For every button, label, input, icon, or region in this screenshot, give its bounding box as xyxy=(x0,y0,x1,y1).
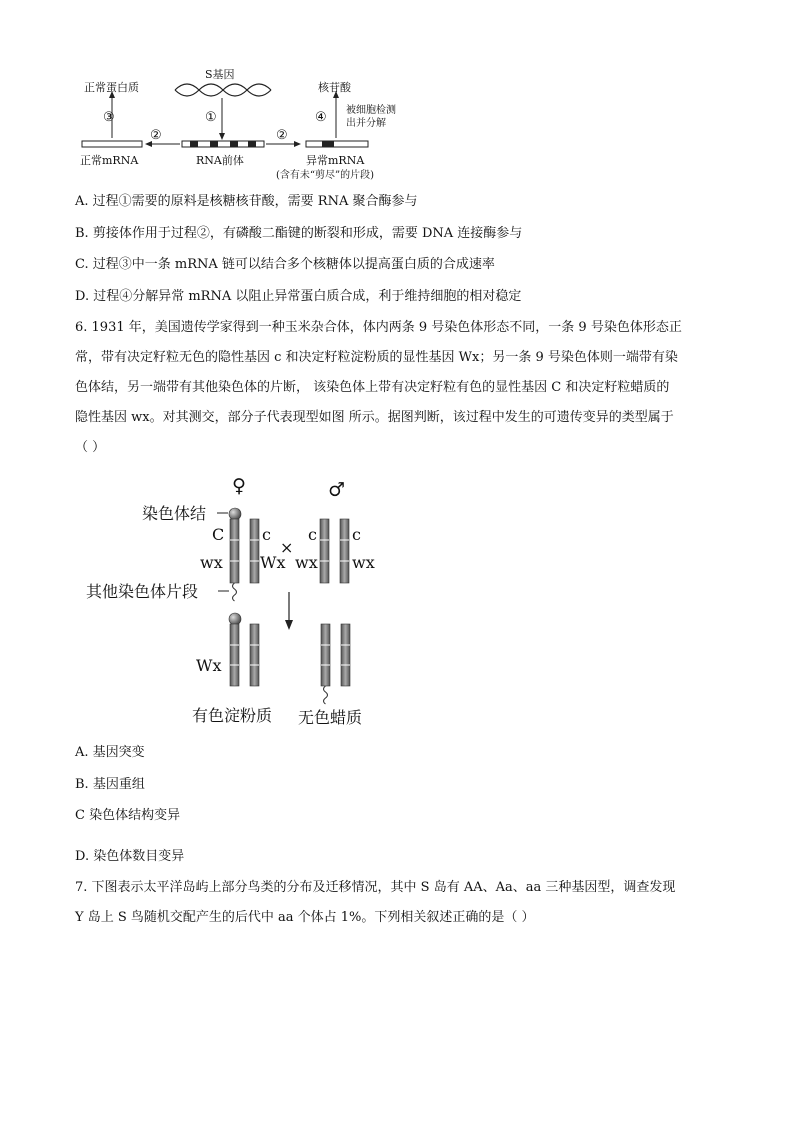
male-chromosome-1 xyxy=(320,519,329,583)
gene-C-label: C xyxy=(212,525,225,544)
gene-label: S基因 xyxy=(205,68,235,81)
abnormal-mrna-bar xyxy=(306,141,368,147)
q7-stem xyxy=(75,873,720,933)
step-3-label: ③ xyxy=(103,110,115,125)
q5-option-b: B. 剪接体作用于过程②，有磷酸二酯键的断裂和形成，需要 DNA 连接酶参与 xyxy=(75,226,523,241)
female-symbol: ♀ xyxy=(232,475,246,497)
cell-detect-label-1: 被细胞检测 xyxy=(346,105,396,116)
q5-option-a: A. 过程①需要的原料是核糖核苷酸，需要 RNA 聚合酶参与 xyxy=(75,194,418,209)
offspring-1-chromosome-1 xyxy=(229,613,241,686)
gene-c-label: c xyxy=(352,525,361,544)
normal-protein-label: 正常蛋白质 xyxy=(84,81,139,94)
q7-line: 7. 下图表示太平洋岛屿上部分鸟类的分布及迁移情况，其中 S 岛有 AA、Aa、aa 三种基因型，调查发现 xyxy=(75,880,676,895)
offspring-1-label: 有色淀粉质 xyxy=(192,706,273,725)
abnormal-note-label: (含有未“剪尽”的片段) xyxy=(276,170,375,181)
gene-c-label: c xyxy=(308,525,317,544)
gene-wx-label: wx xyxy=(200,553,223,572)
nucleotide-label: 核苷酸 xyxy=(318,81,351,94)
cell-detect-label-2: 出并分解 xyxy=(346,118,386,129)
q6-option-a: A. 基因突变 xyxy=(75,745,145,760)
q6-line: 色体结，另一端带有其他染色体的片断， 该染色体上带有决定籽粒有色的显性基因 C 和决定籽粒蜡质的 xyxy=(75,380,670,395)
q6-line: （ ） xyxy=(75,440,106,455)
gene-wx-label: wx xyxy=(352,553,375,572)
q5-option-d: D. 过程④分解异常 mRNA 以阻止异常蛋白质合成，利于维持细胞的相对稳定 xyxy=(75,289,522,304)
q6-option-b: B. 基因重组 xyxy=(75,777,145,792)
step-1-label: ① xyxy=(205,110,217,125)
chromosome-diagram-graphics xyxy=(80,475,400,735)
step-2-left-label: ② xyxy=(150,128,162,143)
female-chromosome-2 xyxy=(250,519,259,583)
offspring-2-label: 无色蜡质 xyxy=(298,708,363,727)
q6-stem xyxy=(75,313,720,463)
gene-Wx-label: Wx xyxy=(196,656,222,675)
normal-mrna-bar xyxy=(82,141,142,147)
fragment-label: 其他染色体片段 xyxy=(86,582,199,601)
offspring-2-chromosome-2 xyxy=(341,624,350,686)
male-symbol: ♂ xyxy=(328,479,346,501)
cross-symbol: × xyxy=(280,538,294,557)
q6-line: 常，带有决定籽粒无色的隐性基因 c 和决定籽粒淀粉质的显性基因 Wx；另一条 9 号染色体则一端带有染 xyxy=(75,350,678,365)
gene-Wx-label: Wx xyxy=(260,553,286,572)
rna-precursor-label: RNA前体 xyxy=(196,154,244,167)
normal-mrna-label: 正常mRNA xyxy=(80,154,139,167)
female-chromosome-1 xyxy=(229,508,241,601)
step-2-right-label: ② xyxy=(276,128,288,143)
step-4-label: ④ xyxy=(315,110,327,125)
q5-option-c: C. 过程③中一条 mRNA 链可以结合多个核糖体以提高蛋白质的合成速率 xyxy=(75,257,495,272)
q6-line: 6. 1931 年，美国遗传学家得到一种玉米杂合体，体内两条 9 号染色体形态不同，一条 9 号染色体形态正 xyxy=(75,320,682,335)
offspring-2-chromosome-1 xyxy=(321,624,330,704)
q6-option-c: C 染色体结构变异 xyxy=(75,808,181,823)
chromosome-diagram xyxy=(80,475,400,735)
dna-helix-strand-b xyxy=(175,84,271,96)
q6-line: 隐性基因 wx。对其测交，部分子代表现型如图 所示。据图判断，该过程中发生的可遗传变异的类型属于 xyxy=(75,410,674,425)
male-chromosome-2 xyxy=(340,519,349,583)
abnormal-mrna-label: 异常mRNA xyxy=(306,154,365,167)
q6-option-d: D. 染色体数目变异 xyxy=(75,849,185,864)
q7-line: Y 岛上 S 鸟随机交配产生的后代中 aa 个体占 1%。下列相关叙述正确的是（ ） xyxy=(75,910,535,925)
splicing-diagram xyxy=(70,60,410,185)
knob-label: 染色体结 xyxy=(142,504,207,523)
gene-c-label: c xyxy=(262,525,271,544)
gene-wx-label: wx xyxy=(295,553,318,572)
offspring-1-chromosome-2 xyxy=(250,624,259,686)
